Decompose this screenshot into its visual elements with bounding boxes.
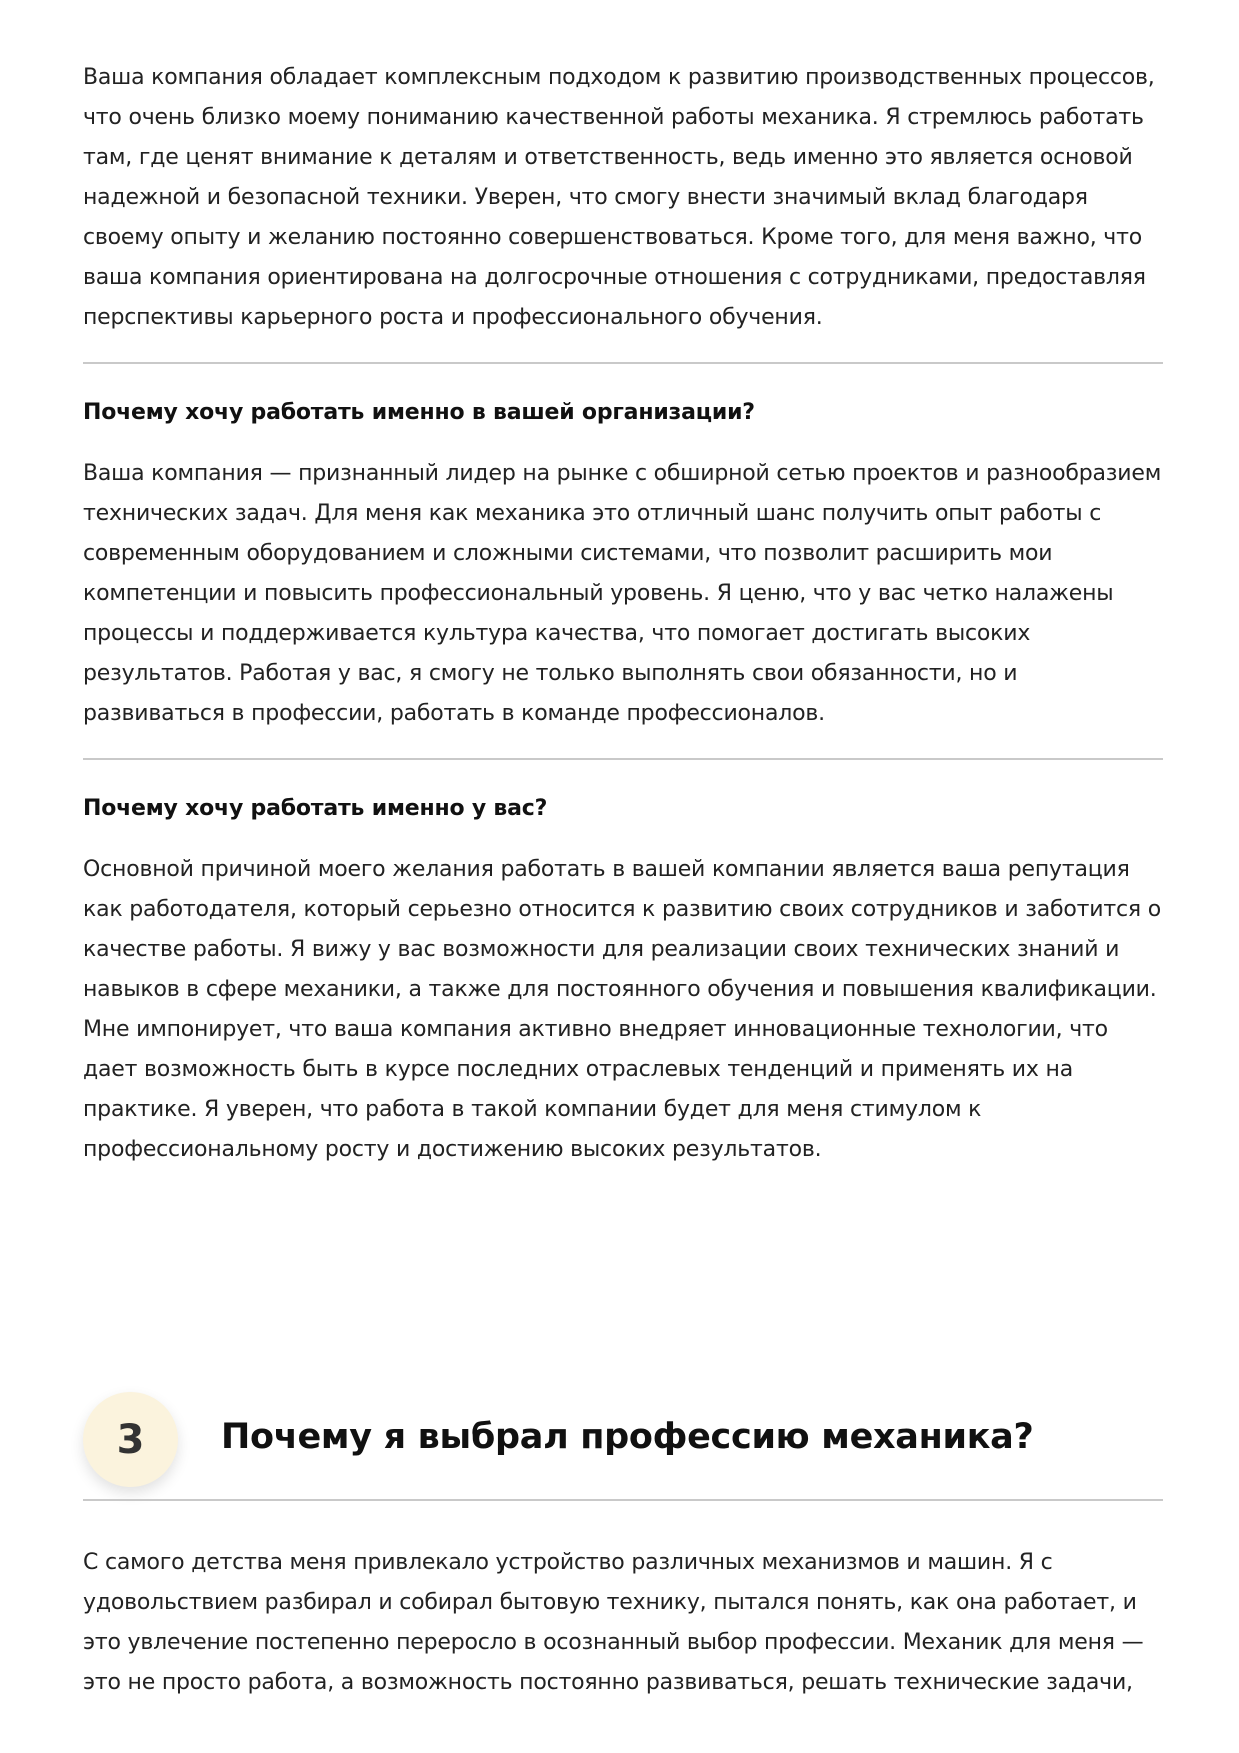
section-title: Почему я выбрал профессию механика? — [221, 1417, 1034, 1457]
divider — [83, 362, 1163, 364]
section-paragraph: С самого детства меня привлекало устройство различных механизмов и машин. Я с удовольствием разбирал и собирал бытовую технику, пытался понять, как она работает, и это увлечение постепенно переросло в осознанный выбор профессии. Механик для меня — это не просто работа, а возможность постоянно развиваться, решать технические задачи, — [83, 1550, 1144, 1695]
answer-paragraph-organization: Ваша компания — признанный лидер на рынке с обширной сетью проектов и разнообразием технических задач. Для меня как механика это отличный шанс получить опыт работы с современным оборудованием и сложными системами, что позволит расширить мои компетенции и повысить профессиональный уровень. Я ценю, что у вас четко налажены процессы и поддерживается культура качества, что помогает достигать высоких результатов. Работая у вас, я смогу не только выполнять свои обязанности, но и развиваться в профессии, работать в команде профессионалов. — [83, 461, 1162, 726]
divider — [83, 758, 1163, 760]
intro-paragraph: Ваша компания обладает комплексным подходом к развитию производственных процессов, что очень близко моему пониманию качественной работы механика. Я стремлюсь работать там, где ценят внимание к деталям и ответственность, ведь именно это является основой надежной и безопасной техники. Уверен, что смогу внести значимый вклад благодаря своему опыту и желанию постоянно совершенствоваться. Кроме того, для меня важно, что ваша компания ориентирована на долгосрочные отношения с сотрудниками, предоставляя перспективы карьерного роста и профессионального обучения. — [83, 65, 1155, 330]
article-body — [83, 58, 1163, 1170]
section-divider — [83, 1499, 1163, 1501]
section-number-badge: 3 — [83, 1392, 178, 1487]
question-heading-company: Почему хочу работать именно у вас? — [83, 796, 548, 821]
section-header — [83, 1392, 1163, 1502]
question-heading-organization: Почему хочу работать именно в вашей организации? — [83, 400, 755, 425]
answer-paragraph-company: Основной причиной моего желания работать в вашей компании является ваша репутация как работодателя, который серьезно относится к развитию своих сотрудников и заботится о качестве работы. Я вижу у вас возможности для реализации своих технических знаний и навыков в сфере механики, а также для постоянного обучения и повышения квалификации. Мне импонирует, что ваша компания активно внедряет инновационные технологии, что дает возможность быть в курсе последних отраслевых тенденций и применять их на практике. Я уверен, что работа в такой компании будет для меня стимулом к профессиональному росту и достижению высоких результатов. — [83, 857, 1161, 1162]
